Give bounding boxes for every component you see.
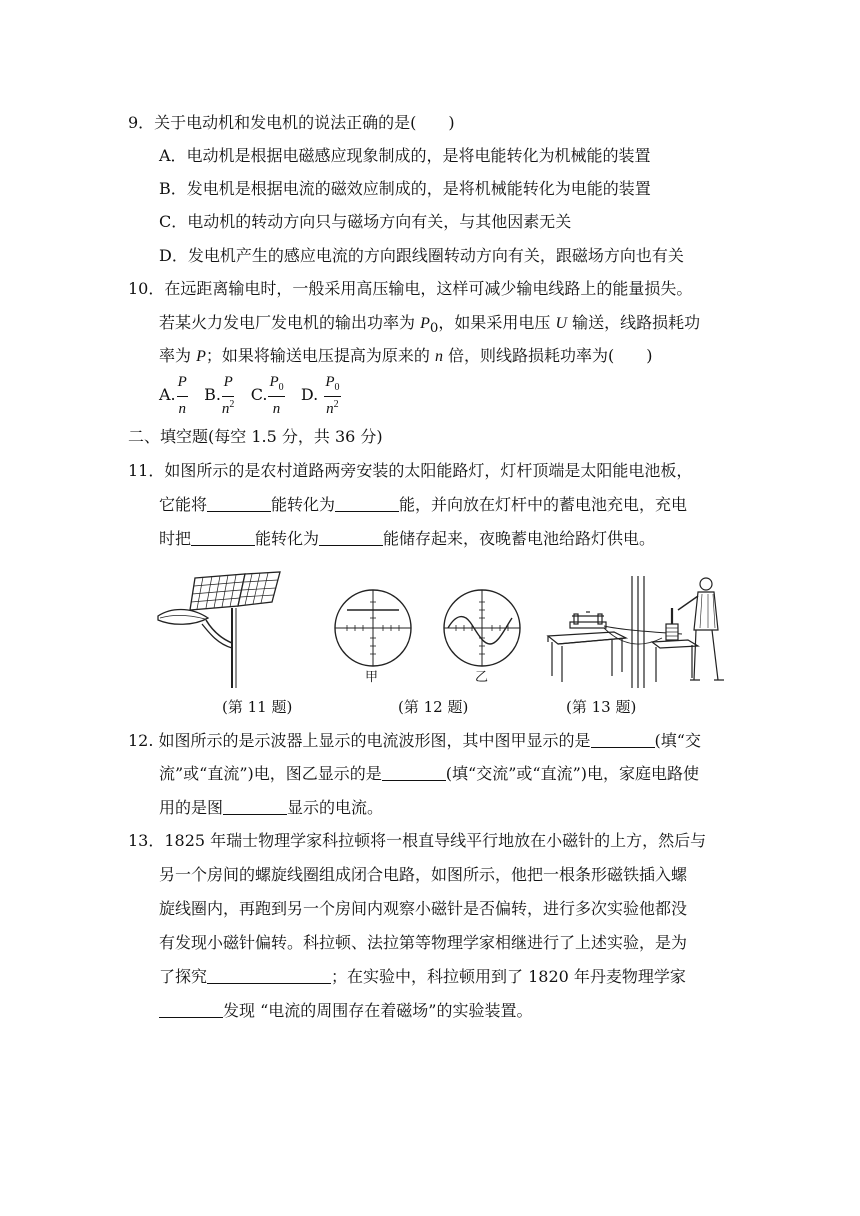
oscilloscope-ac-figure [442, 588, 522, 668]
q12-text: 显示的电流。 [287, 798, 384, 817]
colladon-experiment-figure [542, 572, 740, 688]
q11-line-2 [159, 494, 687, 516]
q12-text: 12. 如图所示的是示波器上显示的电流波形图，其中图甲显示的是 [128, 731, 591, 750]
frac-num: P [223, 374, 233, 390]
answer-blank[interactable] [159, 1001, 223, 1018]
q9-option-d: D．发电机产生的感应电流的方向跟线圈转动方向有关，跟磁场方向也有关 [159, 246, 684, 265]
q10-option-b [204, 374, 235, 417]
option-label: B. [204, 385, 221, 404]
figure-caption-11: (第 11 题) [222, 698, 293, 716]
section-heading: 二、填空题(每空 1.5 分，共 36 分) [128, 427, 383, 446]
figure-caption-13: (第 13 题) [566, 698, 637, 716]
frac-sup: 2 [229, 399, 235, 410]
q12-line-1 [128, 730, 701, 752]
frac-den: n [178, 401, 186, 417]
q10-text: 若某火力发电厂发电机的输出功率为 [159, 313, 421, 332]
frac-den: n [326, 401, 334, 417]
q11-text: 能，并向放在灯杆中的蓄电池充电，充电 [399, 495, 688, 514]
q9-option-a: A．电动机是根据电磁感应现象制成的，是将电能转化为机械能的装置 [159, 146, 651, 165]
q11-text: 能储存起来，夜晚蓄电池给路灯供电。 [383, 529, 656, 548]
q13-line-6 [159, 1000, 532, 1022]
option-label: C. [250, 385, 268, 404]
q10-text: 倍，则线路损耗功率为( ) [442, 346, 653, 365]
answer-blank[interactable] [335, 495, 399, 512]
figures-row [150, 568, 740, 690]
fraction [324, 374, 340, 417]
option-label: A. [159, 385, 176, 404]
q11-text: 它能将 [159, 495, 208, 514]
answer-blank[interactable] [207, 967, 331, 984]
q12-line-3 [159, 797, 383, 819]
q10-line-3 [159, 345, 653, 368]
q11-line-3 [159, 528, 655, 550]
q10-var-p: P [420, 315, 430, 332]
q12-text: 流”或“直流”)电，图乙显示的是 [159, 764, 382, 783]
option-label: D. [300, 385, 324, 404]
figure-label-yi: 乙 [475, 670, 489, 685]
q9-option-c: C．电动机的转动方向只与磁场方向有关，与其他因素无关 [159, 212, 572, 231]
q12-text: (填“交流”或“直流”)电，家庭电路使 [445, 764, 700, 783]
q10-var-p: P [196, 348, 206, 365]
q10-text: ，如果采用电压 [438, 313, 556, 332]
q10-text: ；如果将输送电压提高为原来的 [205, 346, 435, 365]
figure-caption-12: (第 12 题) [398, 698, 469, 716]
q11-text: 时把 [159, 529, 192, 548]
answer-blank[interactable] [223, 798, 287, 815]
q10-option-d [300, 374, 342, 417]
answer-blank[interactable] [319, 529, 383, 546]
answer-blank[interactable] [191, 529, 255, 546]
q10-option-a [159, 374, 189, 417]
q10-sub: 0 [429, 321, 439, 337]
answer-blank[interactable] [207, 495, 271, 512]
q13-text: 发现 “电流的周围存在着磁场”的实验装置。 [223, 1001, 533, 1020]
q12-line-2 [159, 763, 699, 785]
q10-var-u: U [555, 315, 568, 332]
q11-text: 能转化为 [271, 495, 336, 514]
q12-text: 用的是图 [159, 798, 224, 817]
frac-den: n [221, 401, 230, 417]
answer-blank[interactable] [591, 731, 655, 748]
q10-text: 率为 [159, 346, 197, 365]
frac-den: n [272, 401, 281, 417]
q11-text: 能转化为 [255, 529, 320, 548]
q13-text: ；在实验中，科拉顿用到了 1820 年丹麦物理学家 [331, 967, 686, 986]
oscilloscope-dc-figure [333, 588, 413, 668]
q10-line-1: 10．在远距离输电时，一般采用高压输电，这样可减少输电线路上的能量损失。 [128, 279, 693, 298]
q13-line-1: 13．1825 年瑞士物理学家科拉顿将一根直导线平行地放在小磁针的上方，然后与 [128, 831, 707, 850]
q13-line-5 [159, 966, 686, 988]
fraction [268, 374, 284, 417]
q9-option-b: B．发电机是根据电流的磁效应制成的，是将机械能转化为电能的装置 [159, 179, 651, 198]
q11-line-1: 11．如图所示的是农村道路两旁安装的太阳能路灯，灯杆顶端是太阳能电池板， [128, 461, 693, 480]
q10-text: 输送，线路损耗功 [567, 313, 701, 332]
figure-label-jia: 甲 [365, 670, 379, 685]
q13-line-3: 旋线圈内，再跑到另一个房间内观察小磁针是否偏转，进行多次实验他都没 [159, 899, 688, 918]
q10-option-c [250, 374, 286, 417]
frac-num: P [269, 374, 279, 390]
q13-line-2: 另一个房间的螺旋线圈组成闭合电路，如图所示，他把一根条形磁铁插入螺 [159, 865, 688, 884]
solar-street-lamp-figure [150, 568, 290, 688]
frac-sub: 0 [334, 382, 340, 393]
answer-blank[interactable] [382, 764, 446, 781]
q13-text: 了探究 [159, 967, 208, 986]
frac-num: P [325, 374, 335, 390]
q10-line-2 [159, 312, 700, 340]
q10-var-n: n [434, 348, 443, 365]
frac-num: P [177, 374, 187, 390]
frac-sup: 2 [333, 399, 339, 410]
q9-stem: 9．关于电动机和发电机的说法正确的是( ) [128, 113, 455, 132]
q12-text: (填“交 [654, 731, 701, 750]
frac-sub: 0 [278, 382, 284, 393]
fraction [222, 374, 235, 417]
fraction [177, 374, 188, 417]
q13-line-4: 有发现小磁针偏转。科拉顿、法拉第等物理学家相继进行了上述实验，是为 [159, 933, 688, 952]
q10-options [159, 374, 342, 417]
